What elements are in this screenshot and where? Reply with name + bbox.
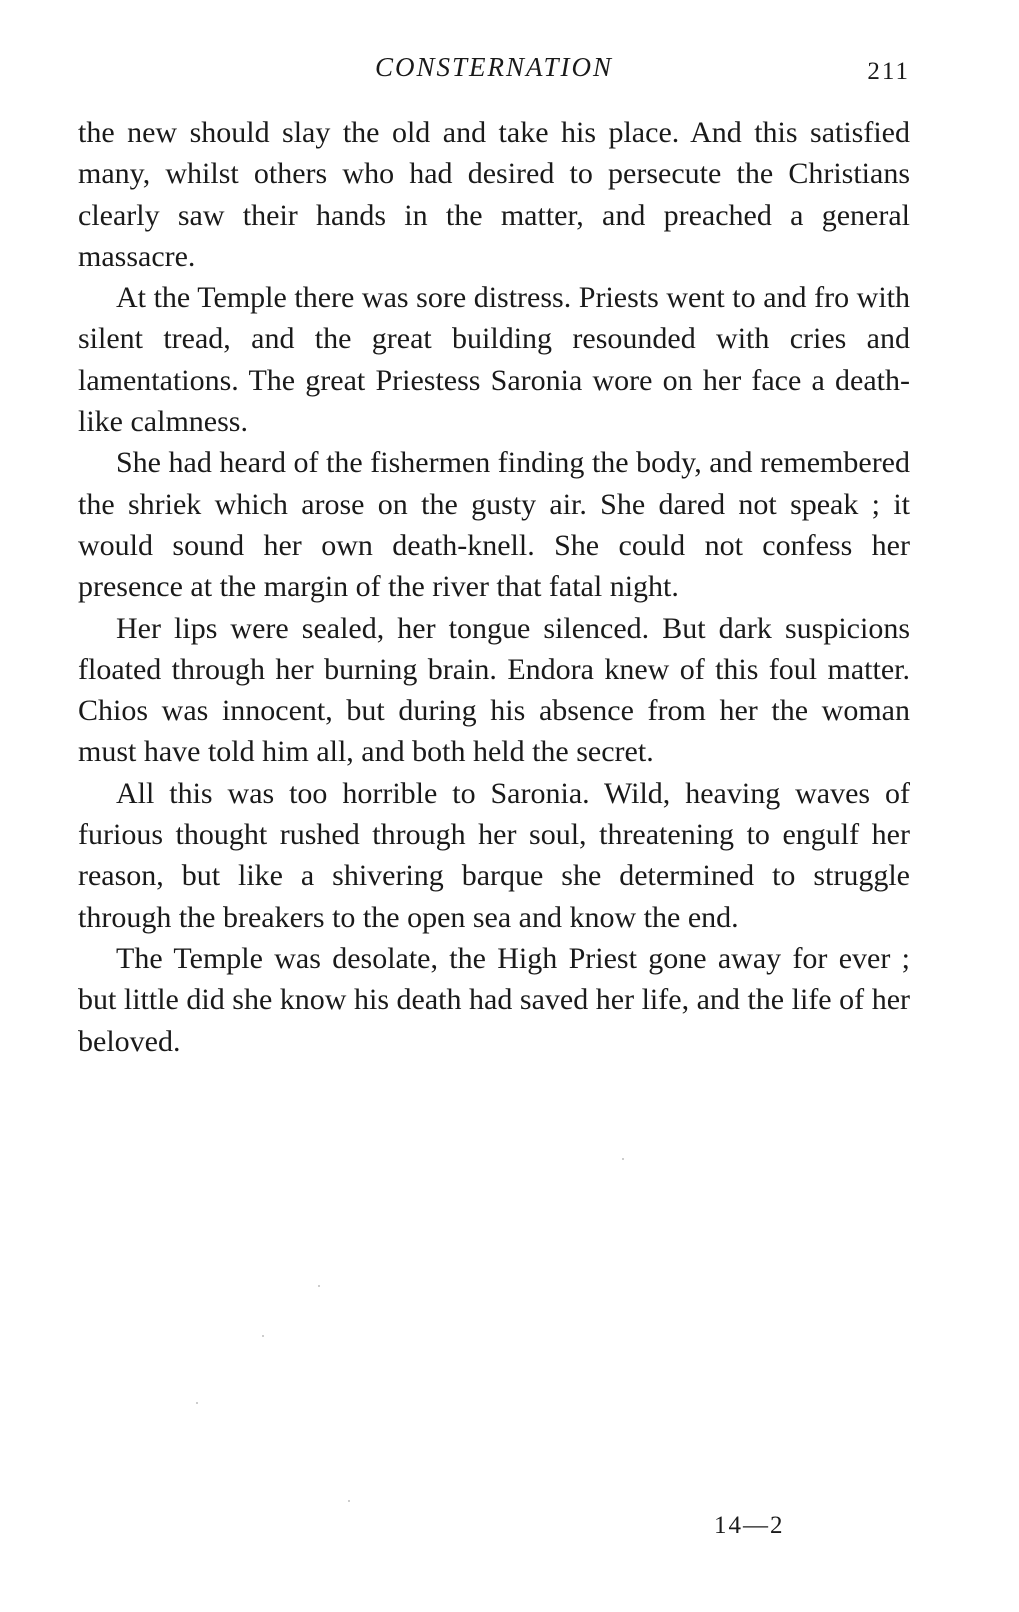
paper-speck (262, 1335, 264, 1337)
paragraph: Her lips were sealed, her tongue silenced. But dark suspicions floated through her burning brain. Endora knew of this foul matter. Chios was innocent, but during his absence from her the woman must have told him all, and both held the secret. (78, 611, 910, 769)
paragraph: the new should slay the old and take his place. And this satisfied many, whilst others who had desired to persecute the Christians clearly saw their hands in the matter, and preached a general massacre. (78, 116, 910, 273)
running-head (78, 52, 910, 92)
page-number: 211 (867, 58, 910, 85)
body-text (78, 112, 910, 1062)
paragraph: At the Temple there was sore distress. Priests went to and fro with silent tread, and the great building resounded with cries and lamentations. The great Priestess Saronia wore on her face a death-like calmness. (78, 281, 910, 439)
paragraph: All this was too horrible to Saronia. Wild, heaving waves of furious thought rushed through her soul, threatening to engulf her reason, but like a shivering barque she determined to struggle through the breakers to the open sea and know the end. (78, 776, 910, 934)
paper-speck (318, 1285, 320, 1287)
signature-mark: 14—2 (714, 1512, 785, 1539)
paper-speck (348, 1500, 350, 1502)
paper-speck (196, 1402, 198, 1404)
paragraph: The Temple was desolate, the High Priest gone away for ever ; but little did she know his death had saved her life, and the life of her beloved. (78, 941, 910, 1058)
paper-speck (622, 1158, 624, 1160)
running-title: CONSTERNATION (374, 52, 614, 82)
paragraph: She had heard of the fishermen finding the body, and remembered the shriek which arose on the gusty air. She dared not speak ; it would sound her own death-knell. She could not confess her presence at the margin of the river that fatal night. (78, 446, 910, 604)
